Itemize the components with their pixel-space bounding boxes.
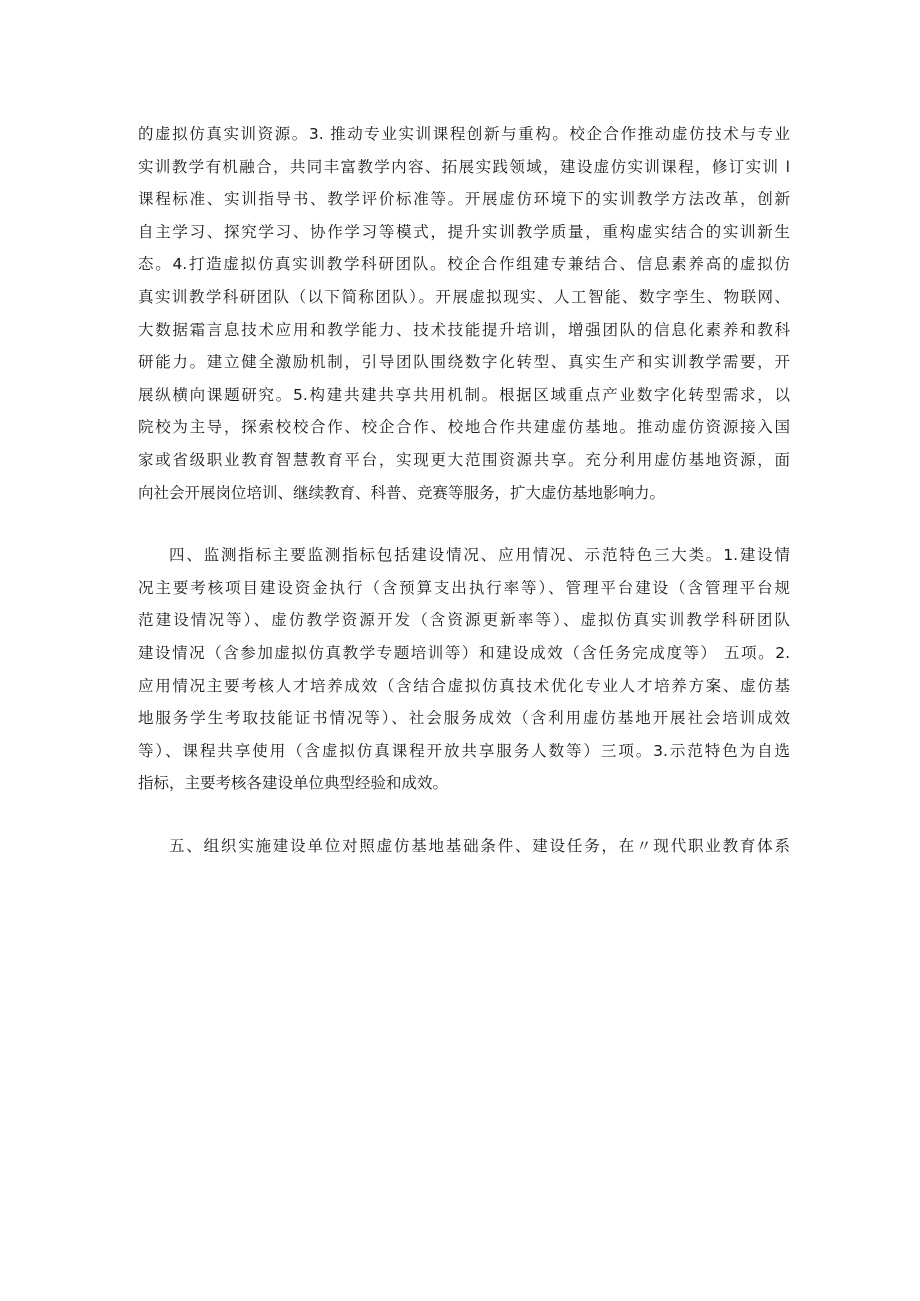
text-line: 展纵横向课题研究。5.构建共建共享共用机制。根据区域重点产业数字化转型需求，以 (138, 385, 790, 404)
paragraph-spacer (138, 509, 790, 539)
text-line: 院校为主导，探索校校合作、校企合作、校地合作共建虚仿基地。推动虚仿资源接入国 (138, 418, 790, 437)
text-line: 况主要考核项目建设资金执行（含预算支出执行率等）、管理平台建设（含管理平台规 (138, 578, 790, 597)
text-line: 家或省级职业教育智慧教育平台，实现更大范围资源共享。充分利用虚仿基地资源，面 (138, 450, 790, 469)
text-line: 真实训教学科研团队（以下简称团队）。开展虚拟现实、人工智能、数字孪生、物联网、 (138, 287, 790, 306)
text-line: 地服务学生考取技能证书情况等）、社会服务成效（含利用虚仿基地开展社会培训成效 (138, 709, 790, 728)
paragraph-training-measures (138, 118, 790, 509)
paragraph-organization-implementation (138, 830, 790, 863)
text-line: 实训教学有机融合，共同丰富教学内容、拓展实践领域，建设虚仿实训课程，修订实训 l (138, 157, 790, 176)
text-line: 五、组织实施建设单位对照虚仿基地基础条件、建设任务，在〃现代职业教育体系 (169, 836, 790, 855)
paragraph-spacer (138, 800, 790, 830)
text-line: 向社会开展岗位培训、继续教育、科普、竞赛等服务，扩大虚仿基地影响力。 (138, 483, 666, 502)
text-line: 研能力。建立健全激励机制，引导团队围绕数字化转型、真实生产和实训教学需要，开 (138, 353, 790, 372)
paragraph-monitoring-indicators (138, 539, 790, 800)
text-line: 指标，主要考核各建设单位典型经验和成效。 (138, 774, 449, 793)
document-page (138, 118, 790, 862)
text-line: 的虚拟仿真实训资源。3. 推动专业实训课程创新与重构。校企合作推动虚仿技术与专业 (138, 125, 790, 143)
text-line: 范建设情况等）、虚仿教学资源开发（含资源更新率等）、虚拟仿真实训教学科研团队 (138, 611, 790, 630)
text-line: 态。4.打造虚拟仿真实训教学科研团队。校企合作组建专兼结合、信息素养高的虚拟仿 (138, 255, 790, 274)
text-line: 四、监测指标主要监测指标包括建设情况、应用情况、示范特色三大类。1.建设情 (169, 546, 790, 565)
text-line: 课程标准、实训指导书、教学评价标准等。开展虚仿环境下的实训教学方法改革，创新 (138, 190, 790, 209)
text-line: 建设情况（含参加虚拟仿真教学专题培训等）和建设成效（含任务完成度等） 五项。2. (138, 643, 790, 662)
text-line: 应用情况主要考核人才培养成效（含结合虚拟仿真技术优化专业人才培养方案、虚仿基 (138, 676, 790, 695)
text-line: 大数据霜言息技术应用和教学能力、技术技能提升培训，增强团队的信息化素养和教科 (138, 320, 790, 339)
text-line: 自主学习、探究学习、协作学习等模式，提升实训教学质量，重构虚实结合的实训新生 (138, 222, 790, 241)
text-line: 等）、课程共享使用（含虚拟仿真课程开放共享服务人数等）三项。3.示范特色为自选 (138, 741, 790, 760)
